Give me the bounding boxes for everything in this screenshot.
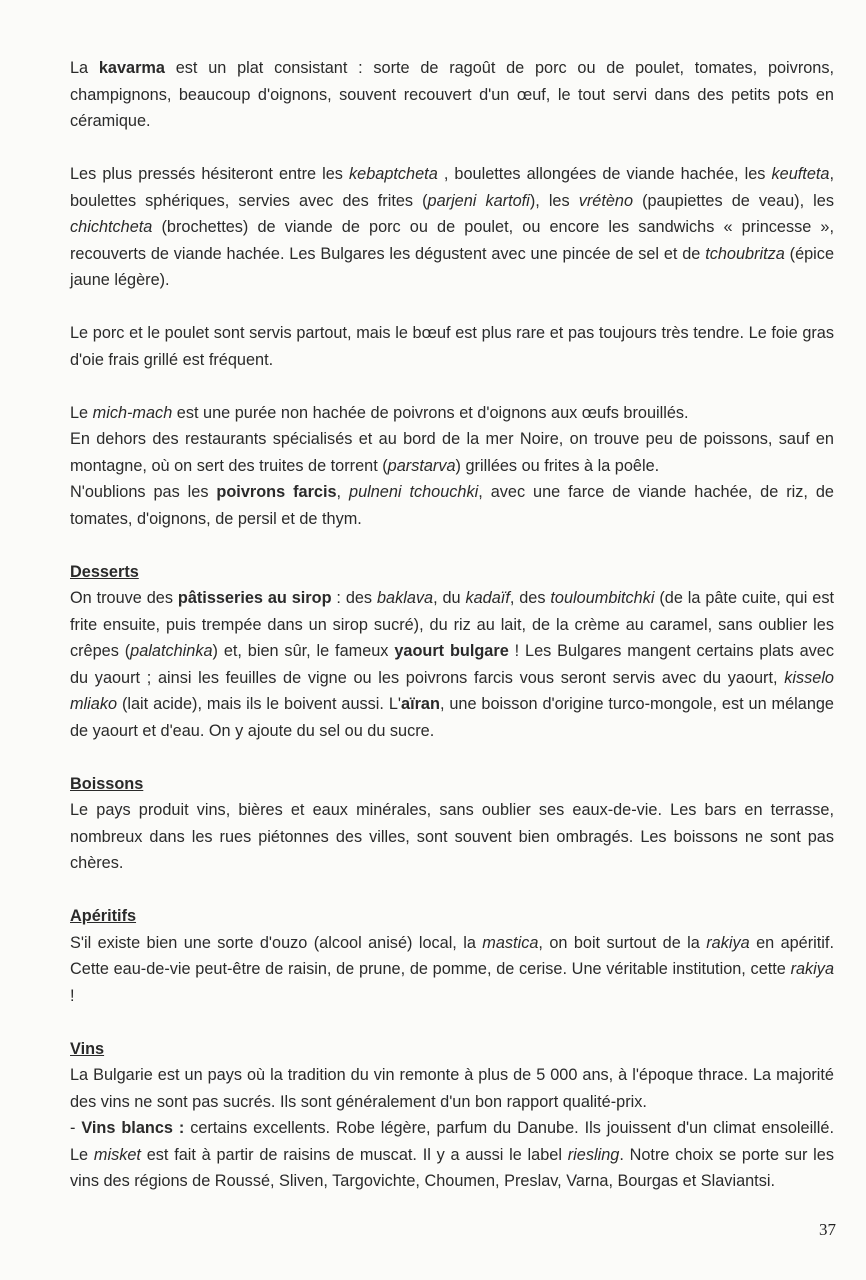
paragraph-spacer xyxy=(70,1009,834,1036)
paragraph xyxy=(70,426,834,479)
text-run: - xyxy=(70,1119,82,1137)
italic-term: kadaïf xyxy=(465,589,510,607)
text-run: certains excellents. Robe légère, parfum du Danube. Ils jouissent d'un climat ensoleillé. Le xyxy=(70,1119,834,1164)
text-run: ! Les Bulgares mangent certains plats avec du yaourt ; ainsi les feuilles de vigne ou les poivrons farcis vous seront servis avec du yaourt, xyxy=(70,642,834,687)
paragraph xyxy=(70,479,834,532)
text-run: (épice jaune légère). xyxy=(70,244,834,289)
bold-term: pâtisseries au sirop xyxy=(177,589,332,607)
text-run: , boulettes sphériques, servies avec des frites ( xyxy=(70,165,834,210)
text-run: , du xyxy=(433,589,466,607)
text-run: en apéritif. Cette eau-de-vie peut-être de raisin, de prune, de pomme, de cerise. Une véritable institution, cette xyxy=(70,933,834,978)
paragraph xyxy=(70,400,834,427)
text-run: Le xyxy=(70,403,93,422)
text-run: , avec une farce de viande hachée, de riz, de tomates, d'oignons, de persil et de thym. xyxy=(70,483,834,528)
paragraph-spacer xyxy=(70,744,834,771)
italic-term: palatchinka xyxy=(130,642,213,660)
italic-term: parjeni kartofi xyxy=(427,191,530,210)
italic-term: rakiya xyxy=(790,960,834,978)
text-run: (paupiettes de veau), les xyxy=(633,191,834,210)
paragraph-spacer xyxy=(70,135,834,162)
text-run: . Notre choix se porte sur les vins des régions de Roussé, Sliven, Targovichte, Choumen, Preslav, Varna, Bourgas et Slaviantsi. xyxy=(70,1145,834,1190)
text-run: ), les xyxy=(529,191,579,210)
section-heading: Vins xyxy=(70,1039,105,1058)
italic-term: parstarva xyxy=(387,456,456,475)
italic-term: vrétèno xyxy=(578,191,634,210)
italic-term: kisselo mliako xyxy=(70,668,834,713)
italic-term: misket xyxy=(93,1145,141,1164)
italic-term: keufteta xyxy=(771,165,830,183)
bold-term: kavarma xyxy=(98,59,165,77)
text-run: , xyxy=(336,483,350,501)
italic-term: kebaptcheta xyxy=(349,165,438,183)
paragraph xyxy=(70,797,834,877)
paragraph xyxy=(70,1062,834,1115)
text-run: Les plus pressés hésiteront entre les xyxy=(70,165,350,183)
section-heading: Boissons xyxy=(70,774,144,793)
bold-term: aïran xyxy=(401,695,440,713)
italic-term: mich-mach xyxy=(92,403,173,422)
paragraph xyxy=(70,55,834,135)
paragraph xyxy=(70,585,834,744)
section-heading: Apéritifs xyxy=(70,907,137,925)
text-run: S'il existe bien une sorte d'ouzo (alcool anisé) local, la xyxy=(70,933,483,952)
text-run: (de la pâte cuite, qui est frite ensuite, puis trempée dans un sirop sucré), du riz au lait, de la crème au caramel, sans oublier les crêpes ( xyxy=(70,589,835,660)
text-run: , une boisson d'origine turco-mongole, est un mélange de yaourt et d'eau. On y ajoute du sel ou du sucre. xyxy=(70,695,834,740)
text-run: ) grillées ou frites à la poêle. xyxy=(455,456,660,475)
paragraph xyxy=(70,1115,834,1195)
bold-term: poivrons farcis xyxy=(216,483,337,501)
italic-term: tchoubritza xyxy=(705,244,785,263)
bold-term: Vins blancs : xyxy=(81,1119,185,1137)
page-number: 37 xyxy=(819,1220,836,1239)
text-run: La Bulgarie est un pays où la tradition du vin remonte à plus de 5 000 ans, à l'époque thrace. La majorité des vins ne sont pas sucrés. Ils sont généralement d'un bon rapport qualité-prix. xyxy=(70,1066,834,1111)
paragraph-spacer xyxy=(70,373,834,400)
paragraph xyxy=(70,320,834,373)
text-run: (brochettes) de viande de porc ou de poulet, ou encore les sandwichs « princesse », recouverts de viande hachée. Les Bulgares les dégustent avec une pincée de sel et de xyxy=(70,218,834,263)
text-run: La xyxy=(70,59,99,77)
text-run: ) et, bien sûr, le fameux xyxy=(212,642,395,660)
text-run: est une purée non hachée de poivrons et d'oignons aux œufs brouillés. xyxy=(172,403,689,422)
page-body xyxy=(70,55,834,1195)
text-run: En dehors des restaurants spécialisés et au bord de la mer Noire, on trouve peu de poissons, sauf en montagne, où on sert des truites de torrent ( xyxy=(70,430,834,475)
text-run: , boulettes allongées de viande hachée, les xyxy=(437,165,772,183)
text-run: N'oublions pas les xyxy=(70,483,217,501)
italic-term: riesling xyxy=(567,1145,620,1164)
italic-term: rakiya xyxy=(706,933,750,952)
bold-term: yaourt bulgare xyxy=(394,642,509,660)
paragraph-spacer xyxy=(70,294,834,321)
section-heading: Desserts xyxy=(70,562,139,581)
text-run: , des xyxy=(509,589,551,607)
italic-term: baklava xyxy=(376,589,434,607)
text-run: : des xyxy=(331,589,377,607)
text-run: ! xyxy=(70,986,75,1005)
text-run: Le porc et le poulet sont servis partout, mais le bœuf est plus rare et pas toujours très tendre. Le foie gras d'oie frais grillé est fréquent. xyxy=(70,324,834,369)
text-run: , on boit surtout de la xyxy=(538,933,707,952)
text-run: (lait acide), mais ils le boivent aussi. L' xyxy=(117,695,402,713)
paragraph xyxy=(70,930,834,1010)
text-run: est un plat consistant : sorte de ragoût de porc ou de poulet, tomates, poivrons, champignons, beaucoup d'oignons, souvent recouvert d'un œuf, le tout servi dans des petits pots en céramique. xyxy=(70,59,835,130)
italic-term: touloumbitchki xyxy=(550,589,655,607)
text-run: On trouve des xyxy=(70,589,178,607)
paragraph-spacer xyxy=(70,532,834,559)
italic-term: chichtcheta xyxy=(70,218,153,236)
italic-term: mastica xyxy=(482,933,539,952)
paragraph xyxy=(70,161,834,294)
paragraph-spacer xyxy=(70,877,834,904)
italic-term: pulneni tchouchki xyxy=(349,483,479,501)
text-run: est fait à partir de raisins de muscat. Il y a aussi le label xyxy=(140,1145,568,1164)
text-run: Le pays produit vins, bières et eaux minérales, sans oublier ses eaux-de-vie. Les bars en terrasse, nombreux dans les rues piétonnes des villes, sont souvent bien ombragés. Les boissons ne sont pas chères. xyxy=(70,801,834,872)
